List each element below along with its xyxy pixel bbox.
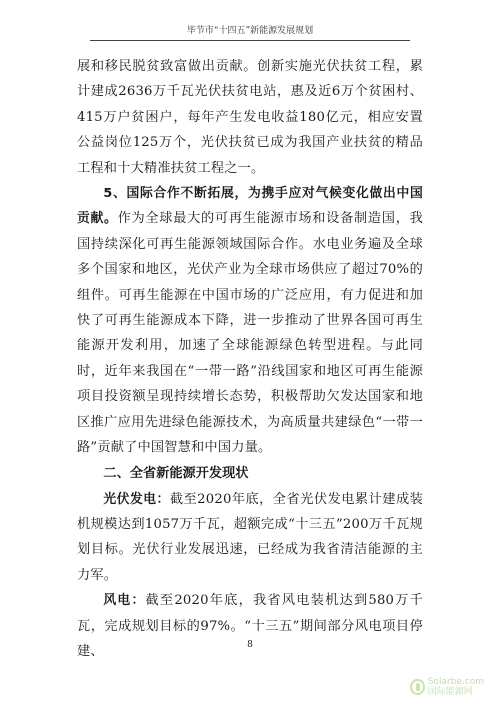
running-header: 毕节市“十四五”新能源发展规划 — [186, 26, 314, 36]
paragraph-solar-power — [77, 487, 423, 589]
section-heading: 二、全省新能源开发现状 — [103, 465, 249, 481]
paragraph-body-text: 截至2020年底，我省风电装机达到580万千瓦，完成规划目标的97%。“十三五”期间部分风电项目停建、 — [77, 593, 423, 659]
watermark-line-2: 国际能源网 — [427, 687, 473, 697]
watermark-text — [428, 677, 484, 697]
solarbe-logo-icon — [410, 679, 425, 695]
document-body — [77, 54, 423, 664]
paragraph-body-text: 作为全球最大的可再生能源市场和设备制造国，我国持续深化可再生能源领域国际合作。水电业务遍及全球多个国家和地区，光伏产业为全球市场供应了超过70%的组件。可再生能源在中国市场的广泛应用，有力促进和加快了可再生能源成本下降，进一步推动了世界各国可再生能源开发利用，加速了全球能源绿色转型进程。与此同时，近年来我国在“一带一路”沿线国家和地区可再生能源项目投资额呈现持续增长态势，积极帮助欠发达国家和地区推广应用先进绿色能源技术，为高质量共建绿色“一带一路”贡献了中国智慧和中国力量。 — [77, 211, 423, 456]
paragraph-lead-heading: 5、国际合作不断拓展，为携手应对气候变化做出中国贡献。 — [77, 186, 423, 227]
watermark-logo — [410, 675, 484, 699]
header-divider — [90, 40, 410, 41]
paragraph-international-cooperation — [77, 181, 423, 460]
paragraph-lead-heading: 风电： — [103, 593, 146, 609]
page-number: 8 — [247, 640, 253, 650]
paragraph-body-text: 截至2020年底，全省光伏发电累计建成装机规模达到1057万千瓦，超额完成“十三五”200万千瓦规划目标。光伏行业发展迅速，已经成为我省清洁能源的主力军。 — [77, 491, 424, 583]
paragraph-wind-power — [77, 588, 423, 664]
paragraph-poverty-alleviation: 展和移民脱贫致富做出贡献。创新实施光伏扶贫工程，累计建成2636万千瓦光伏扶贫电站，惠及近6万个贫困村、415万户贫困户，每年产生发电收益180亿元，相应安置公益岗位125万个，光伏扶贫已成为我国产业扶贫的精品工程和十大精准扶贫工程之一。 — [77, 59, 423, 176]
paragraph-lead-heading: 光伏发电： — [103, 491, 170, 507]
watermark-line-1: Solarbe.com — [427, 677, 484, 687]
